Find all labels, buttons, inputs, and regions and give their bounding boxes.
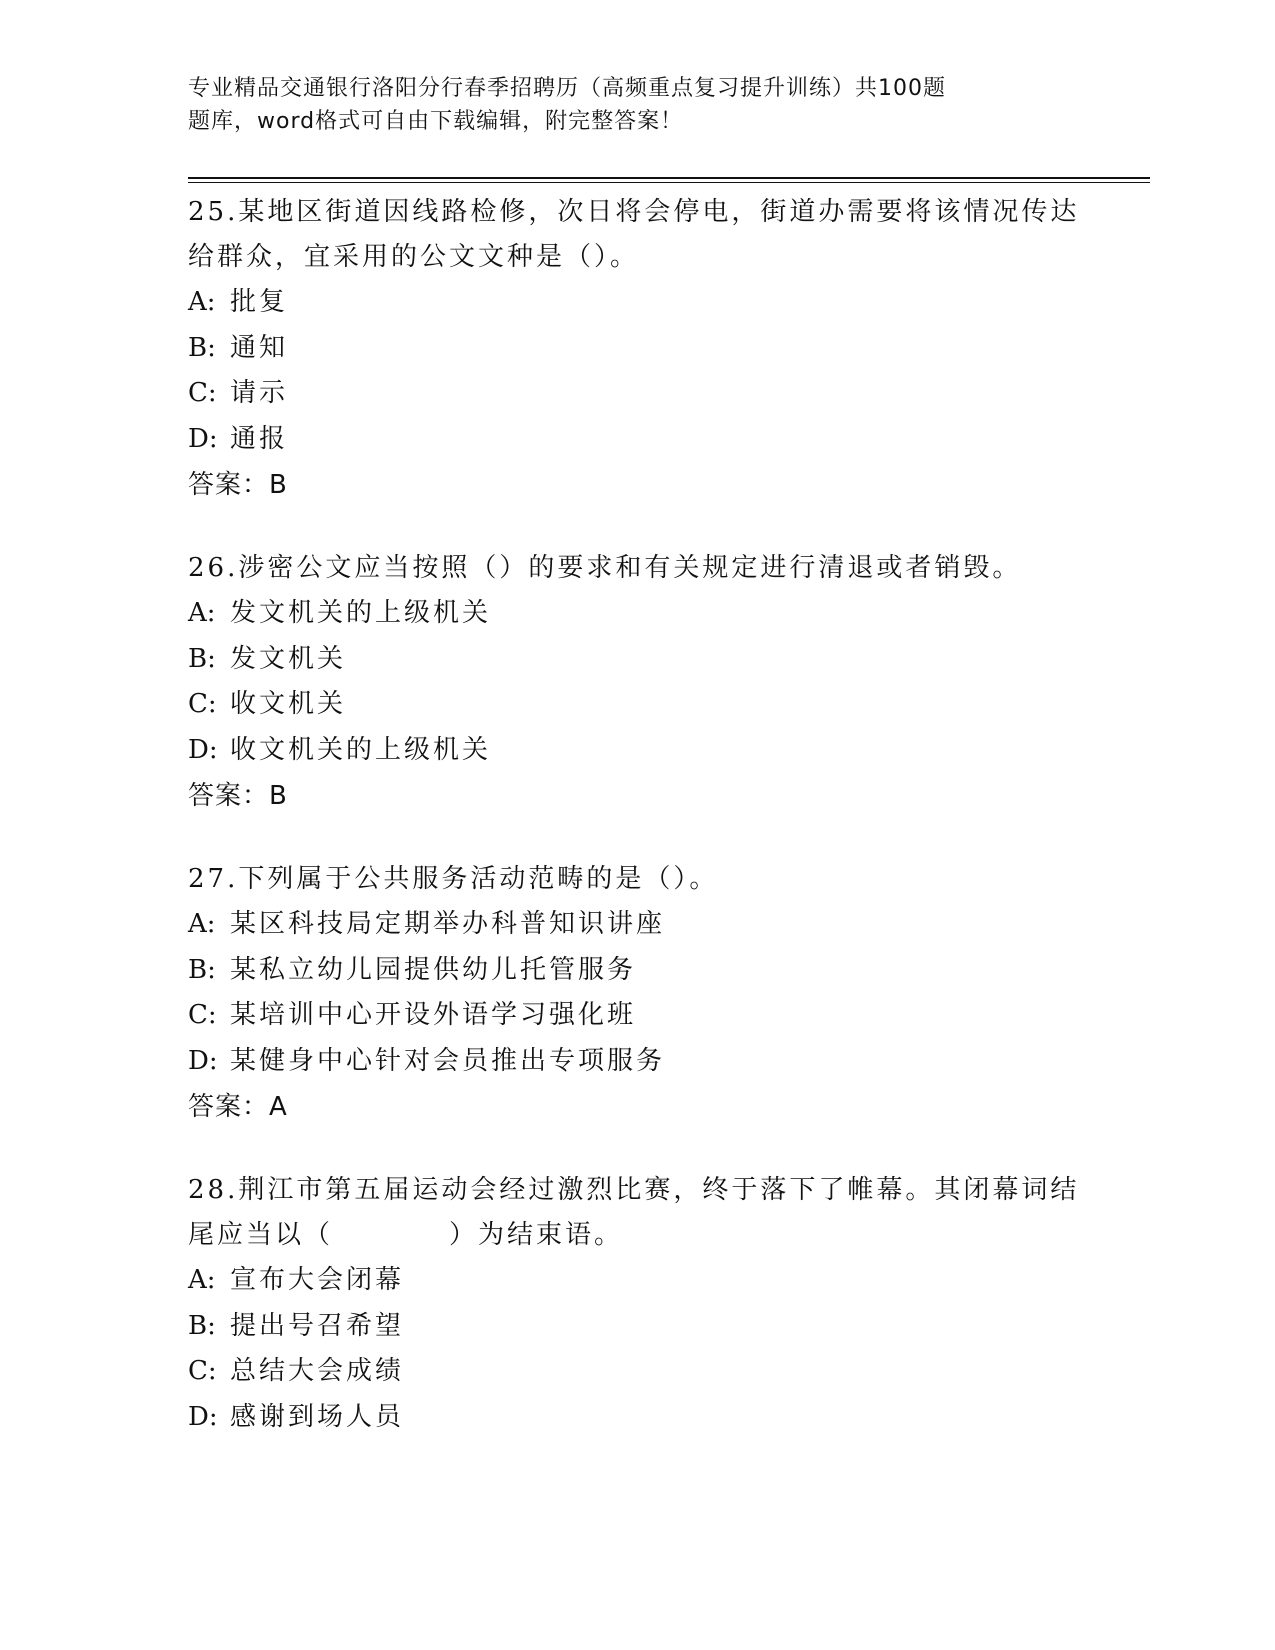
stem-line: 27.下列属于公共服务活动范畴的是（）。 [188,864,719,894]
option-b [188,637,1088,683]
question-26 [188,546,1088,819]
option-d [188,1039,1088,1085]
option-a [188,280,1088,326]
option-a [188,1258,1088,1304]
option-letter: B: [188,643,216,674]
option-text: 某培训中心开设外语学习强化班 [230,1000,637,1030]
option-a [188,902,1088,948]
option-letter: A: [188,598,216,628]
option-letter: C: [188,1356,217,1386]
header-divider [188,177,1150,183]
question-28 [188,1168,1088,1440]
option-letter: D: [188,423,218,454]
option-text: 总结大会成绩 [230,1356,405,1386]
option-letter: A: [188,287,216,317]
option-text: 宣布大会闭幕 [230,1265,405,1295]
question-27 [188,857,1088,1130]
header-line-2: 题库，word格式可自由下载编辑，附完整答案！ [188,109,684,134]
option-text: 收文机关的上级机关 [230,734,492,765]
option-letter: D: [188,734,218,765]
option-text: 请示 [230,378,289,408]
header-line-1: 专业精品交通银行洛阳分行春季招聘历（高频重点复习提升训练）共100题 [188,76,946,101]
stem-line: 28.荆江市第五届运动会经过激烈比赛，终于落下了帷幕。其闭幕词结 [188,1175,1080,1205]
option-text: 发文机关的上级机关 [230,598,492,628]
question-list [188,190,1088,1478]
answer-label: 答案：B [188,781,288,811]
answer-label: 答案：B [188,470,288,500]
option-letter: B: [188,954,216,985]
option-text: 感谢到场人员 [230,1401,405,1432]
option-text: 某健身中心针对会员推出专项服务 [230,1045,666,1076]
option-letter: D: [188,1045,218,1076]
option-c [188,1349,1088,1395]
option-b [188,1304,1088,1350]
option-text: 通报 [230,423,289,454]
option-text: 收文机关 [230,689,347,719]
stem-line: 给群众，宜采用的公文文种是（）。 [188,242,640,272]
question-stem [188,546,1088,591]
option-letter: C: [188,689,217,719]
stem-line: 26.涉密公文应当按照（）的要求和有关规定进行清退或者销毁。 [188,553,1022,583]
option-d [188,728,1088,774]
option-letter: B: [188,332,216,363]
stem-line: 25.某地区街道因线路检修，次日将会停电，街道办需要将该情况传达 [188,197,1080,227]
option-d [188,1395,1088,1441]
option-letter: A: [188,1265,216,1295]
option-letter: B: [188,1310,216,1341]
option-c [188,371,1088,417]
option-letter: C: [188,378,217,408]
option-text: 提出号召希望 [230,1310,405,1341]
option-c [188,993,1088,1039]
question-25 [188,190,1088,508]
answer-label: 答案：A [188,1092,288,1122]
option-b [188,948,1088,994]
option-text: 发文机关 [230,643,347,674]
question-stem [188,1168,1088,1258]
option-letter: D: [188,1401,218,1432]
stem-line: 尾应当以（ ）为结束语。 [188,1220,624,1250]
option-d [188,417,1088,463]
question-stem [188,857,1088,902]
option-text: 通知 [230,332,289,363]
option-letter: C: [188,1000,217,1030]
option-text: 批复 [230,287,289,317]
option-b [188,326,1088,372]
option-text: 某区科技局定期举办科普知识讲座 [230,909,666,939]
option-text: 某私立幼儿园提供幼儿托管服务 [230,954,637,985]
question-stem [188,190,1088,280]
option-c [188,682,1088,728]
option-a [188,591,1088,637]
page-header [188,72,1068,138]
option-letter: A: [188,909,216,939]
